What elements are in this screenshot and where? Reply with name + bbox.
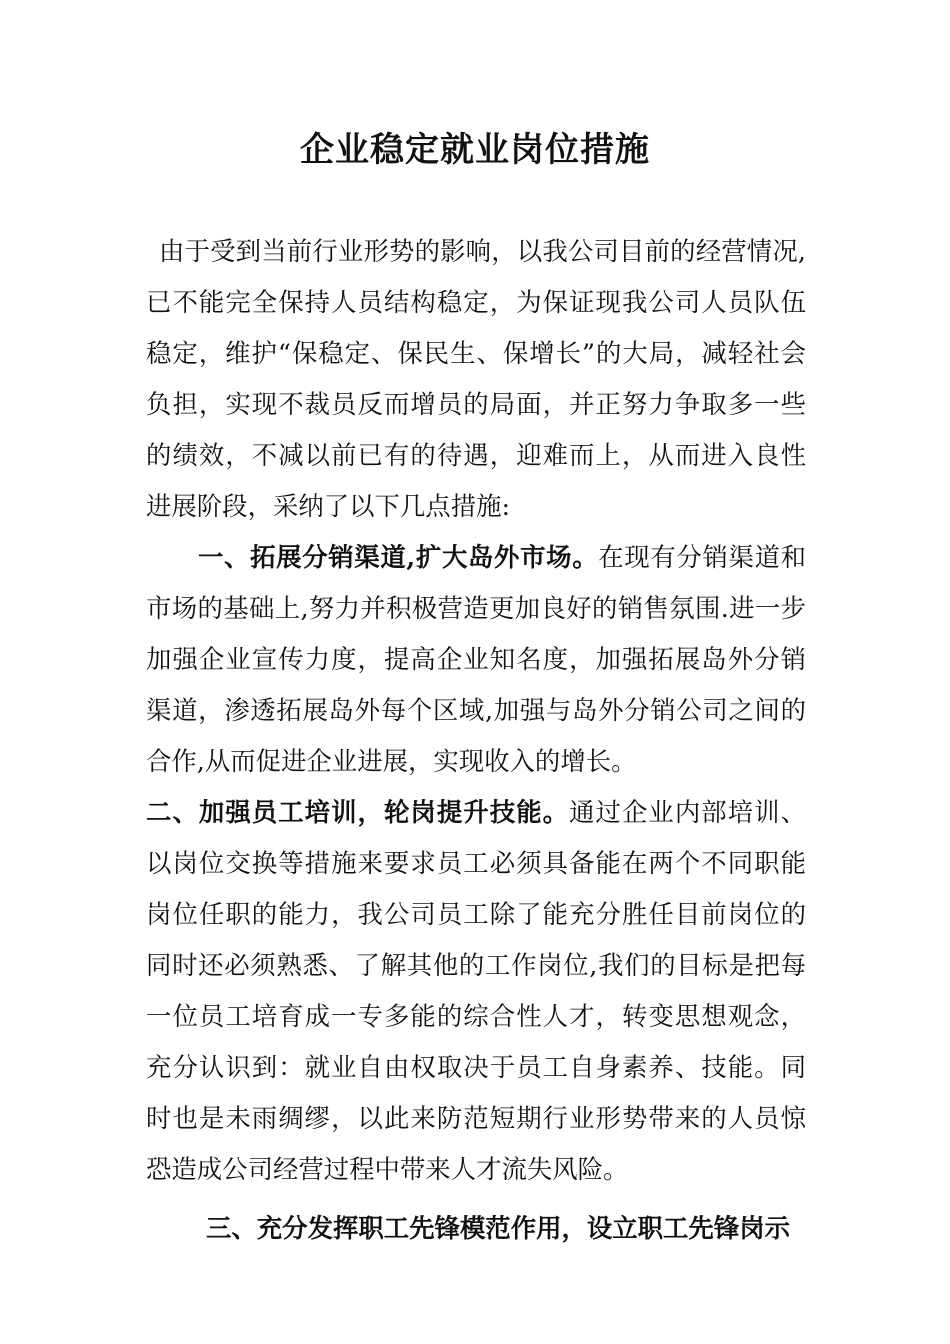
- section-1-text: 在现有分销渠道和市场的基础上,努力并积极营造更加良好的销售氛围.进一步加强企业宣传力度，提高企业知名度，加强拓展岛外分销渠道，渗透拓展岛外每个区域,加强与岛外分销公司之间的合作,从而促进企业进展，实现收入的增长。: [146, 542, 807, 776]
- section-2-heading: 二、加强员工培训，轮岗提升技能。: [146, 797, 570, 827]
- section-1-paragraph: [146, 532, 806, 787]
- document-title: 企业稳定就业岗位措施: [300, 130, 650, 170]
- section-3-heading: 三、充分发挥职工先锋模范作用，设立职工先锋岗示: [206, 1213, 790, 1243]
- section-1-heading: 一、拓展分销渠道,扩大岛外市场。: [198, 542, 599, 572]
- section-2-paragraph: [146, 787, 806, 1195]
- document-body: [146, 226, 806, 1254]
- intro-paragraph: 由于受到当前行业形势的影响，以我公司目前的经营情况,已不能完全保持人员结构稳定，为保证现我公司人员队伍稳定，维护“保稳定、保民生、保增长”的大局，减轻社会负担，实现不裁员反而增员的局面，并正努力争取多一些的绩效，不减以前已有的待遇，迎难而上，从而进入良性进展阶段，采纳了以下几点措施:: [146, 236, 806, 521]
- section-2-text: 通过企业内部培训、以岗位交换等措施来要求员工必须具备能在两个不同职能岗位任职的能力，我公司员工除了能充分胜任目前岗位的同时还必须熟悉、了解其他的工作岗位,我们的目标是把每一位员工培育成一专多能的综合性人才，转变思想观念，充分认识到：就业自由权取决于员工自身素养、技能。同时也是未雨绸缪，以此来防范短期行业形势带来的人员惊恐造成公司经营过程中带来人才流失风险。: [146, 797, 807, 1184]
- section-3-paragraph: [146, 1203, 806, 1254]
